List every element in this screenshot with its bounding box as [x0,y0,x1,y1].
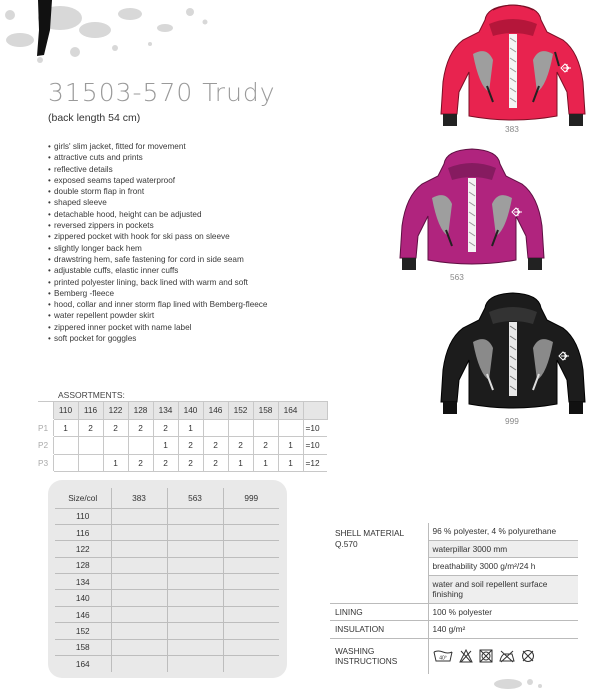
row-label: P3 [38,454,53,472]
shell-breathability: breathability 3000 g/m²/24 h [428,558,578,576]
qty-cell: 1 [253,454,278,472]
size-label: 116 [55,524,111,540]
qty-cell: 2 [103,419,128,437]
size-label: 122 [55,541,111,557]
order-cell[interactable] [223,606,279,622]
size-header: 122 [103,402,128,420]
qty-cell [128,437,153,455]
order-cell[interactable] [223,590,279,606]
qty-cell [78,454,103,472]
paint-splat-top-decoration [0,0,240,75]
order-cell[interactable] [167,524,223,540]
materials-table [330,523,578,674]
size-row [55,541,279,557]
order-cell[interactable] [167,557,223,573]
size-header: 164 [278,402,303,420]
row-label: P2 [38,437,53,455]
feature-item: • girls' slim jacket, fitted for movement [48,141,303,152]
qty-cell: 2 [228,437,253,455]
jacket-illustration-magenta [392,146,552,270]
size-row [55,557,279,573]
color-col-header: 383 [111,488,167,508]
feature-list [48,141,303,344]
color-col-header: 563 [167,488,223,508]
size-row [55,524,279,540]
qty-cell [78,437,103,455]
order-cell[interactable] [167,623,223,639]
insulation-label: INSULATION [330,621,428,639]
size-header: 134 [153,402,178,420]
order-cell[interactable] [111,524,167,540]
feature-item: • reflective details [48,164,303,175]
order-cell[interactable] [167,606,223,622]
feature-item: • printed polyester lining, back lined with warm and soft [48,277,303,288]
assortments-title: ASSORTMENTS: [58,390,125,400]
shell-waterpillar: waterpillar 3000 mm [428,540,578,558]
order-cell[interactable] [111,590,167,606]
order-cell[interactable] [111,606,167,622]
qty-cell: 2 [128,419,153,437]
order-cell[interactable] [167,656,223,672]
order-cell[interactable] [223,508,279,524]
feature-item: • detachable hood, height can be adjusted [48,209,303,220]
order-cell[interactable] [223,623,279,639]
feature-item: • zippered pocket with hook for ski pass on sleeve [48,231,303,242]
size-header: 128 [128,402,153,420]
qty-cell: 1 [278,437,303,455]
no-bleach-icon [459,649,473,666]
qty-cell: 2 [178,454,203,472]
shell-finishing: water and soil repellent surface finishing [428,575,578,603]
row-total: =10 [303,419,327,437]
order-cell[interactable] [111,656,167,672]
order-cell[interactable] [167,590,223,606]
total-header [303,402,327,420]
qty-cell: 2 [153,454,178,472]
order-cell[interactable] [223,541,279,557]
qty-cell: 1 [103,454,128,472]
qty-cell [53,454,78,472]
qty-cell: 1 [278,454,303,472]
order-cell[interactable] [223,639,279,655]
size-row [55,656,279,672]
product-title: 31503-570 Trudy [48,78,276,107]
qty-cell [253,419,278,437]
row-label: P1 [38,419,53,437]
size-label: 140 [55,590,111,606]
assortments-header-row [38,402,327,420]
qty-cell: 2 [153,419,178,437]
size-row [55,574,279,590]
qty-cell: 2 [203,454,228,472]
color-col-header: 999 [223,488,279,508]
order-cell[interactable] [223,524,279,540]
qty-cell: 2 [203,437,228,455]
order-cell[interactable] [167,541,223,557]
feature-item: • shaped sleeve [48,197,303,208]
order-cell[interactable] [167,639,223,655]
qty-cell [53,437,78,455]
feature-item: • double storm flap in front [48,186,303,197]
washing-label: WASHING INSTRUCTIONS [330,638,428,674]
qty-cell [228,419,253,437]
size-color-table [55,488,279,672]
size-header: 116 [78,402,103,420]
qty-cell: 2 [78,419,103,437]
jacket-illustration-black [433,290,593,414]
size-header: 146 [203,402,228,420]
feature-item-continued: • Bemberg -fleece [48,288,303,299]
assortments-table [38,401,328,472]
order-cell[interactable] [111,508,167,524]
feature-item: • water repellent powder skirt [48,310,303,321]
order-cell[interactable] [223,574,279,590]
back-length-note: (back length 54 cm) [48,112,141,124]
feature-item: • hood, collar and inner storm flap lined with Bemberg-fleece [48,299,303,310]
order-cell[interactable] [223,557,279,573]
qty-cell: 2 [128,454,153,472]
size-row [55,508,279,524]
qty-cell [203,419,228,437]
size-label: 134 [55,574,111,590]
row-total: =10 [303,437,327,455]
qty-cell: 1 [153,437,178,455]
row-total: =12 [303,454,327,472]
insulation-value: 140 g/m² [428,621,578,639]
feature-item: • drawstring hem, safe fastening for cord in side seam [48,254,303,265]
feature-item: • zippered inner pocket with name label [48,322,303,333]
assortment-row-p2 [38,437,327,455]
size-header: 152 [228,402,253,420]
order-cell[interactable] [111,639,167,655]
qty-cell: 2 [253,437,278,455]
order-cell[interactable] [111,623,167,639]
size-col-header: Size/col [55,488,111,508]
size-label: 128 [55,557,111,573]
order-cell[interactable] [111,541,167,557]
order-cell[interactable] [223,656,279,672]
assortment-row-p1 [38,419,327,437]
washing-icons [428,638,578,674]
feature-item: • adjustable cuffs, elastic inner cuffs [48,265,303,276]
size-color-header [55,488,279,508]
size-row [55,623,279,639]
feature-item: • slightly longer back hem [48,243,303,254]
assortment-row-p3 [38,454,327,472]
size-row [55,639,279,655]
paint-splat-bottom-decoration [488,674,548,690]
size-header: 140 [178,402,203,420]
qty-cell [278,419,303,437]
feature-item: • attractive cuts and prints [48,152,303,163]
shell-composition: 96 % polyester, 4 % polyurethane [428,523,578,540]
qty-cell [103,437,128,455]
qty-cell: 1 [178,419,203,437]
size-row [55,606,279,622]
size-label: 164 [55,656,111,672]
qty-cell: 2 [178,437,203,455]
no-tumble-dry-icon [479,649,493,666]
assortments-corner [38,402,53,420]
lining-label: LINING [330,603,428,621]
size-label: 146 [55,606,111,622]
qty-cell: 1 [228,454,253,472]
size-row [55,590,279,606]
order-cell[interactable] [111,574,167,590]
order-cell[interactable] [111,557,167,573]
no-iron-icon [499,649,515,666]
feature-item: • soft pocket for goggles [48,333,303,344]
wash-temp-label: 40° [438,655,447,662]
color-code-999: 999 [505,416,519,426]
feature-item: • reversed zippers in pockets [48,220,303,231]
lining-value: 100 % polyester [428,603,578,621]
color-code-383: 383 [505,124,519,134]
feature-item: • exposed seams taped waterproof [48,175,303,186]
size-label: 110 [55,508,111,524]
color-code-563: 563 [450,272,464,282]
shell-material-label: SHELL MATERIAL Q.570 [330,523,428,603]
wash-40-icon [433,649,453,666]
size-header: 158 [253,402,278,420]
order-cell[interactable] [167,508,223,524]
order-cell[interactable] [167,574,223,590]
no-dry-clean-icon [521,649,535,666]
jacket-illustration-red [433,2,593,126]
size-header: 110 [53,402,78,420]
qty-cell: 1 [53,419,78,437]
size-label: 158 [55,639,111,655]
size-label: 152 [55,623,111,639]
